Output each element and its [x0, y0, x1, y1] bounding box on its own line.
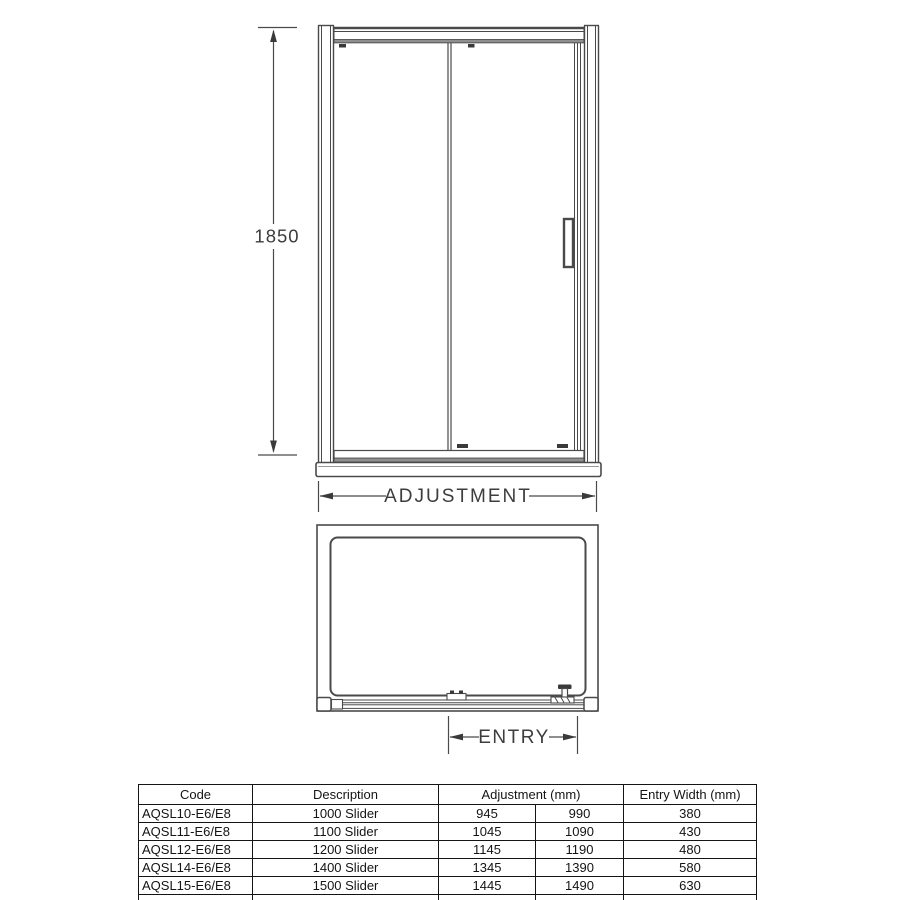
cell-adjustment-max: 1190	[536, 841, 624, 859]
bottom-roller-right-icon	[557, 444, 568, 448]
arrow-right-icon	[563, 734, 577, 741]
cell-description: 1100 Slider	[253, 823, 439, 841]
entry-dimension-label: ENTRY	[478, 727, 550, 748]
spec-table-container	[138, 784, 760, 900]
cell-entry-width: 630	[624, 877, 757, 895]
cell-code: AQSL11-E6/E8	[139, 823, 253, 841]
col-header-adjustment: Adjustment (mm)	[439, 785, 624, 805]
arrow-left-icon	[450, 734, 464, 741]
front-elevation	[316, 26, 601, 477]
cell-adjustment-min: 1345	[439, 859, 536, 877]
height-dimension-label: 1850	[254, 225, 300, 247]
cell-adjustment-max: 1490	[536, 877, 624, 895]
col-header-code: Code	[139, 785, 253, 805]
table-row	[139, 859, 757, 877]
sliding-door-panel	[342, 705, 584, 709]
adjustment-dimension	[319, 481, 597, 512]
table-row	[139, 877, 757, 895]
height-dimension	[254, 28, 299, 456]
cell-entry-width: 580	[624, 859, 757, 877]
shower-tray-sill	[316, 463, 601, 477]
top-fixing-left-icon	[339, 44, 346, 48]
right-wall-profile	[584, 26, 599, 464]
col-header-description: Description	[253, 785, 439, 805]
entry-dimension	[449, 716, 578, 754]
table-row	[139, 823, 757, 841]
sliding-door-edge	[575, 43, 581, 450]
left-wall-profile	[318, 26, 334, 464]
col-header-entry-width: Entry Width (mm)	[624, 785, 757, 805]
cell-adjustment-min: 1145	[439, 841, 536, 859]
cell-adjustment-max: 990	[536, 805, 624, 823]
wall-block-left	[317, 698, 331, 712]
cell-entry-width: 380	[624, 805, 757, 823]
arrow-up-icon	[270, 30, 277, 43]
cell-description: 1200 Slider	[253, 841, 439, 859]
top-fixing-right-icon	[468, 44, 475, 48]
bottom-roller-left-icon	[457, 444, 468, 448]
cell-description: 1000 Slider	[253, 805, 439, 823]
cell-entry-width: 480	[624, 841, 757, 859]
door-handle	[564, 219, 573, 267]
cell-adjustment-min: 945	[439, 805, 536, 823]
table-header-row	[139, 785, 757, 805]
table-row	[139, 841, 757, 859]
cell-code: AQSL14-E6/E8	[139, 859, 253, 877]
wall-block-right	[584, 698, 598, 712]
cell-entry-width: 430	[624, 823, 757, 841]
arrow-left-icon	[320, 493, 334, 500]
cell-adjustment-max: 1090	[536, 823, 624, 841]
cell-code: AQSL12-E6/E8	[139, 841, 253, 859]
arrow-right-icon	[582, 493, 596, 500]
cell-description: 1400 Slider	[253, 859, 439, 877]
cell-description: 1500 Slider	[253, 877, 439, 895]
spec-table	[138, 784, 757, 900]
top-rail	[334, 28, 584, 43]
cell-code: AQSL15-E6/E8	[139, 877, 253, 895]
arrow-down-icon	[270, 441, 277, 454]
bottom-rail	[334, 451, 584, 463]
cell-code: AQSL10-E6/E8	[139, 805, 253, 823]
table-row	[139, 805, 757, 823]
wall-bracket-left	[332, 700, 343, 710]
tray-inner-edge	[331, 538, 586, 696]
cell-adjustment-min: 1045	[439, 823, 536, 841]
cell-adjustment-min: 1445	[439, 877, 536, 895]
table-row-cutoff	[139, 895, 757, 900]
adjustment-dimension-label: ADJUSTMENT	[384, 486, 532, 507]
center-glass-divider	[448, 43, 451, 450]
plan-view	[317, 525, 598, 711]
cell-adjustment-max: 1390	[536, 859, 624, 877]
